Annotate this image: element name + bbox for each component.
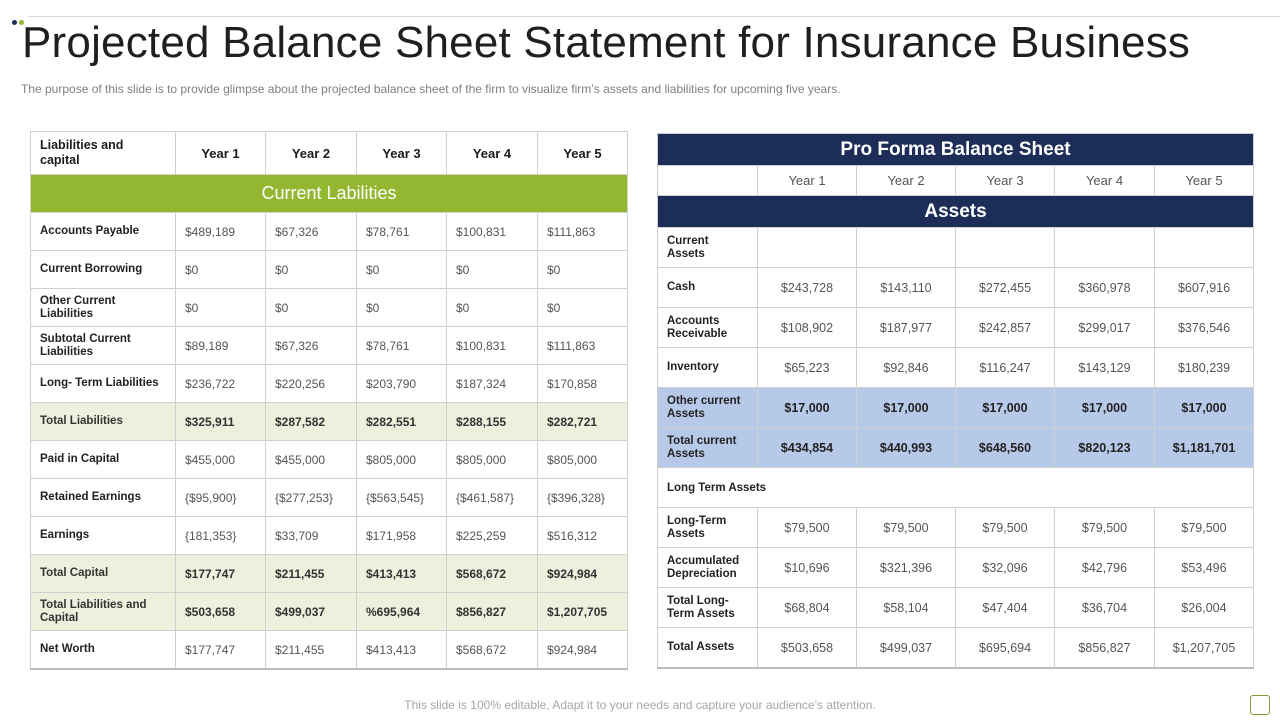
value-cell: {$461,587}: [447, 479, 538, 517]
value-cell: $143,110: [857, 268, 956, 308]
value-cell: $489,189: [176, 213, 266, 251]
row-label: Total Liabilities: [31, 403, 176, 441]
value-cell: {$563,545}: [357, 479, 447, 517]
value-cell: $111,863: [538, 213, 628, 251]
pro-forma-balance-sheet-table: [657, 133, 1254, 669]
value-cell: $0: [357, 251, 447, 289]
section-header-assets: [658, 196, 1254, 228]
section-header-current-liabilities: [31, 175, 628, 213]
value-cell: $17,000: [1155, 388, 1254, 428]
table-row: [658, 428, 1254, 468]
value-cell: $225,259: [447, 517, 538, 555]
row-label: Long-Term Assets: [658, 508, 758, 548]
row-label: Long- Term Liabilities: [31, 365, 176, 403]
value-cell: $0: [447, 289, 538, 327]
value-cell: $17,000: [1055, 388, 1155, 428]
value-cell: $17,000: [956, 388, 1055, 428]
value-cell: $1,207,705: [538, 593, 628, 631]
section-title: Current Labilities: [31, 175, 628, 213]
value-cell: $220,256: [266, 365, 357, 403]
value-cell: $203,790: [357, 365, 447, 403]
page-title: Projected Balance Sheet Statement for Insurance Business: [22, 18, 1191, 67]
table-title: Pro Forma Balance Sheet: [658, 134, 1254, 166]
table-row: [31, 517, 628, 555]
liabilities-header-row: [31, 132, 628, 175]
value-cell: $111,863: [538, 327, 628, 365]
value-cell: $10,696: [758, 548, 857, 588]
value-cell: $805,000: [538, 441, 628, 479]
header-cell: Liabilities and capital: [31, 132, 176, 175]
value-cell: $503,658: [758, 628, 857, 669]
value-cell: $568,672: [447, 631, 538, 670]
current-assets-row: [658, 228, 1254, 268]
value-cell: $78,761: [357, 213, 447, 251]
value-cell: $440,993: [857, 428, 956, 468]
value-cell: $360,978: [1055, 268, 1155, 308]
value-cell: $805,000: [357, 441, 447, 479]
table-row: [658, 348, 1254, 388]
empty-cell: [658, 166, 758, 196]
empty-cell: [1055, 228, 1155, 268]
value-cell: $695,694: [956, 628, 1055, 669]
value-cell: $116,247: [956, 348, 1055, 388]
value-cell: $0: [266, 251, 357, 289]
table-row: [31, 441, 628, 479]
empty-cell: [956, 228, 1055, 268]
corner-box-icon: [1250, 695, 1270, 715]
value-cell: $211,455: [266, 631, 357, 670]
value-cell: $607,916: [1155, 268, 1254, 308]
value-cell: $26,004: [1155, 588, 1254, 628]
value-cell: $89,189: [176, 327, 266, 365]
value-cell: {$95,900}: [176, 479, 266, 517]
value-cell: $499,037: [857, 628, 956, 669]
row-label: Accumulated Depreciation: [658, 548, 758, 588]
row-label: Total Assets: [658, 628, 758, 669]
liabilities-table: [30, 131, 628, 670]
value-cell: $58,104: [857, 588, 956, 628]
value-cell: $287,582: [266, 403, 357, 441]
value-cell: $236,722: [176, 365, 266, 403]
table-row: [658, 308, 1254, 348]
header-cell: Year 1: [176, 132, 266, 175]
value-cell: $17,000: [758, 388, 857, 428]
value-cell: $924,984: [538, 555, 628, 593]
table-row: [31, 213, 628, 251]
row-label: Total Long-Term Assets: [658, 588, 758, 628]
table-row: [31, 289, 628, 327]
row-label: Current Assets: [658, 228, 758, 268]
value-cell: $79,500: [1155, 508, 1254, 548]
value-cell: $856,827: [447, 593, 538, 631]
value-cell: $180,239: [1155, 348, 1254, 388]
value-cell: $143,129: [1055, 348, 1155, 388]
value-cell: $211,455: [266, 555, 357, 593]
value-cell: $67,326: [266, 327, 357, 365]
header-cell: Year 3: [357, 132, 447, 175]
value-cell: $67,326: [266, 213, 357, 251]
table-row: [31, 555, 628, 593]
section-title: Assets: [658, 196, 1254, 228]
value-cell: $171,958: [357, 517, 447, 555]
value-cell: $413,413: [357, 631, 447, 670]
row-label: Retained Earnings: [31, 479, 176, 517]
table-row: [31, 593, 628, 631]
table-row: [658, 548, 1254, 588]
value-cell: $282,551: [357, 403, 447, 441]
top-rule: [28, 16, 1280, 17]
value-cell: %695,964: [357, 593, 447, 631]
value-cell: $516,312: [538, 517, 628, 555]
table-row: [658, 508, 1254, 548]
value-cell: {$396,328}: [538, 479, 628, 517]
value-cell: $1,207,705: [1155, 628, 1254, 669]
header-cell: Year 5: [538, 132, 628, 175]
value-cell: $321,396: [857, 548, 956, 588]
row-label: Cash: [658, 268, 758, 308]
value-cell: $455,000: [176, 441, 266, 479]
value-cell: $503,658: [176, 593, 266, 631]
row-label: Paid in Capital: [31, 441, 176, 479]
value-cell: $0: [176, 289, 266, 327]
value-cell: $79,500: [758, 508, 857, 548]
value-cell: $187,324: [447, 365, 538, 403]
footer-note: This slide is 100% editable, Adapt it to your needs and capture your audience’s attention.: [404, 698, 876, 712]
value-cell: $100,831: [447, 327, 538, 365]
value-cell: $325,911: [176, 403, 266, 441]
empty-cell: [758, 228, 857, 268]
value-cell: $47,404: [956, 588, 1055, 628]
value-cell: $108,902: [758, 308, 857, 348]
value-cell: $187,977: [857, 308, 956, 348]
value-cell: $272,455: [956, 268, 1055, 308]
long-term-assets-row: [658, 468, 1254, 508]
year-cell: Year 4: [1055, 166, 1155, 196]
table-row: [658, 388, 1254, 428]
value-cell: {$277,253}: [266, 479, 357, 517]
year-cell: Year 2: [857, 166, 956, 196]
value-cell: $455,000: [266, 441, 357, 479]
empty-cell: [1155, 228, 1254, 268]
years-row: [658, 166, 1254, 196]
value-cell: $65,223: [758, 348, 857, 388]
value-cell: $924,984: [538, 631, 628, 670]
value-cell: $242,857: [956, 308, 1055, 348]
row-label: Current Borrowing: [31, 251, 176, 289]
value-cell: $243,728: [758, 268, 857, 308]
header-cell: Year 4: [447, 132, 538, 175]
row-label: Total Liabilities and Capital: [31, 593, 176, 631]
row-label: Total Capital: [31, 555, 176, 593]
value-cell: $288,155: [447, 403, 538, 441]
value-cell: $68,804: [758, 588, 857, 628]
row-label: Inventory: [658, 348, 758, 388]
value-cell: $299,017: [1055, 308, 1155, 348]
value-cell: $0: [447, 251, 538, 289]
value-cell: $92,846: [857, 348, 956, 388]
value-cell: $79,500: [857, 508, 956, 548]
value-cell: $36,704: [1055, 588, 1155, 628]
table-title-row: [658, 134, 1254, 166]
value-cell: $376,546: [1155, 308, 1254, 348]
table-row: [31, 479, 628, 517]
row-label: Accounts Payable: [31, 213, 176, 251]
empty-cell: [857, 228, 956, 268]
value-cell: $805,000: [447, 441, 538, 479]
table-row: [31, 327, 628, 365]
value-cell: $282,721: [538, 403, 628, 441]
row-label: Other Current Liabilities: [31, 289, 176, 327]
row-label: Total current Assets: [658, 428, 758, 468]
table-row: [31, 365, 628, 403]
table-row: [658, 588, 1254, 628]
value-cell: $0: [357, 289, 447, 327]
value-cell: $0: [538, 289, 628, 327]
row-label: Other current Assets: [658, 388, 758, 428]
value-cell: $0: [538, 251, 628, 289]
value-cell: $79,500: [956, 508, 1055, 548]
value-cell: $413,413: [357, 555, 447, 593]
year-cell: Year 3: [956, 166, 1055, 196]
value-cell: $0: [176, 251, 266, 289]
row-label: Subtotal Current Liabilities: [31, 327, 176, 365]
value-cell: $33,709: [266, 517, 357, 555]
table-row: [31, 251, 628, 289]
value-cell: $78,761: [357, 327, 447, 365]
value-cell: $568,672: [447, 555, 538, 593]
table-row: [658, 628, 1254, 669]
year-cell: Year 5: [1155, 166, 1254, 196]
value-cell: $499,037: [266, 593, 357, 631]
row-label: Long Term Assets: [658, 468, 1254, 508]
value-cell: {181,353}: [176, 517, 266, 555]
value-cell: $177,747: [176, 555, 266, 593]
year-cell: Year 1: [758, 166, 857, 196]
value-cell: $856,827: [1055, 628, 1155, 669]
table-row: [658, 268, 1254, 308]
value-cell: $0: [266, 289, 357, 327]
value-cell: $53,496: [1155, 548, 1254, 588]
value-cell: $100,831: [447, 213, 538, 251]
header-cell: Year 2: [266, 132, 357, 175]
table-row: [31, 631, 628, 670]
table-row: [31, 403, 628, 441]
value-cell: $820,123: [1055, 428, 1155, 468]
value-cell: $434,854: [758, 428, 857, 468]
value-cell: $177,747: [176, 631, 266, 670]
value-cell: $32,096: [956, 548, 1055, 588]
value-cell: $79,500: [1055, 508, 1155, 548]
row-label: Earnings: [31, 517, 176, 555]
value-cell: $42,796: [1055, 548, 1155, 588]
row-label: Net Worth: [31, 631, 176, 670]
value-cell: $648,560: [956, 428, 1055, 468]
value-cell: $170,858: [538, 365, 628, 403]
value-cell: $17,000: [857, 388, 956, 428]
row-label: Accounts Receivable: [658, 308, 758, 348]
value-cell: $1,181,701: [1155, 428, 1254, 468]
page-subtitle: The purpose of this slide is to provide glimpse about the projected balance sheet of the firm to visualize firm’s assets and liabilities for upcoming five years.: [21, 82, 841, 96]
